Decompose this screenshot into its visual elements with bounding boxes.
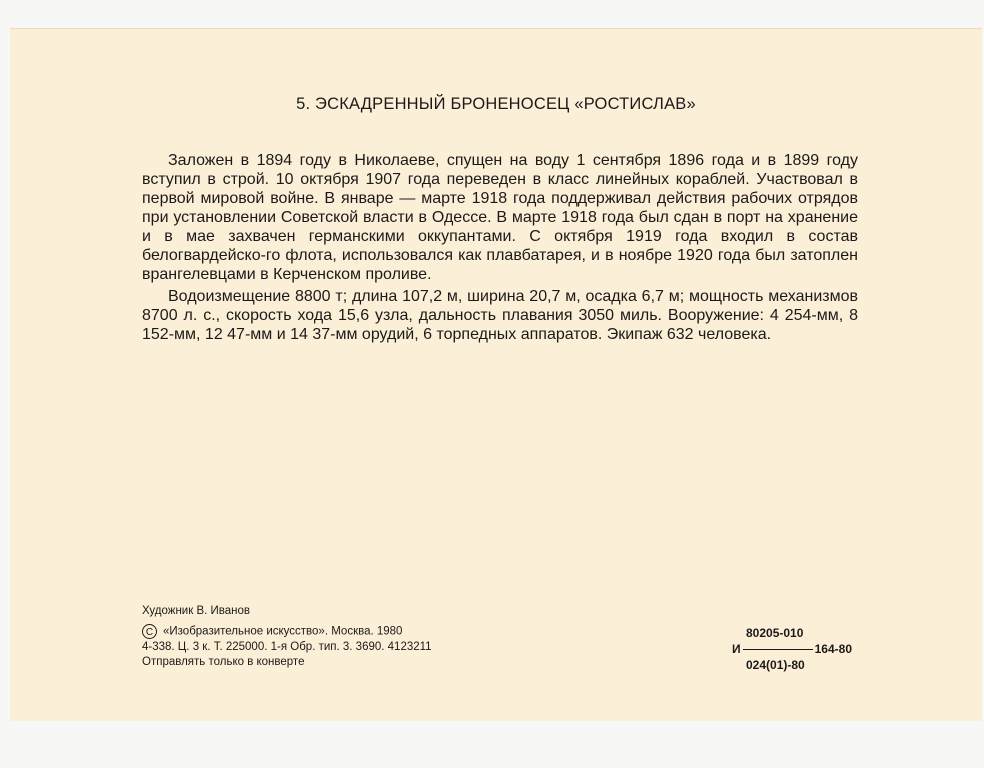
catalog-index	[732, 625, 862, 673]
fraction-rule	[743, 649, 813, 650]
publisher-line	[142, 624, 432, 640]
index-bottom: 024(01)-80	[746, 658, 805, 672]
copyright-icon: C	[142, 624, 157, 639]
postcard-back	[10, 28, 982, 721]
specs-paragraph: Водоизмещение 8800 т; длина 107,2 м, ширина 20,7 м, осадка 6,7 м; мощность механизмов 8700 л. с., скорость хода 15,6 узла, дальность плавания 3050 миль. Вооружение: 4 254-мм, 8 152-мм, 12 47-мм и 14 37-мм орудий, 6 торпедных аппаратов. Экипаж 632 человека.	[142, 288, 858, 343]
history-paragraph: Заложен в 1894 году в Николаеве, спущен на воду 1 сентября 1896 года и в 1899 году вступил в строй. 10 октября 1907 года переведен в класс линейных кораблей. Участвовал в первой мировой войне. В январе — марте 1918 года поддерживал действия рабочих отрядов при установлении Советской власти в Одессе. В марте 1918 года был сдан в порт на хранение и в мае захвачен германскими оккупантами. С октября 1919 года входил в состав белогвардейско-го флота, использовался как плавбатарея, и в ноябре 1920 года был затоплен врангелевцами в Керченском проливе.	[142, 152, 858, 283]
artist-credit: Художник В. Иванов	[142, 605, 251, 617]
index-top: 80205-010	[746, 626, 804, 640]
card-title: 5. ЭСКАДРЕННЫЙ БРОНЕНОСЕЦ «РОСТИСЛАВ»	[296, 95, 696, 113]
mailing-note: Отправлять только в конверте	[142, 655, 305, 668]
description-text	[142, 151, 858, 347]
index-right: 164-80	[814, 642, 852, 656]
publisher-name: «Изобразительное искусство». Москва. 1980	[163, 625, 403, 638]
index-prefix: И	[732, 642, 741, 656]
print-info: 4-338. Ц. 3 к. Т. 225000. 1-я Обр. тип. 3. 3690. 4123211	[142, 640, 432, 653]
index-middle	[732, 641, 862, 657]
publisher-info	[142, 604, 432, 670]
